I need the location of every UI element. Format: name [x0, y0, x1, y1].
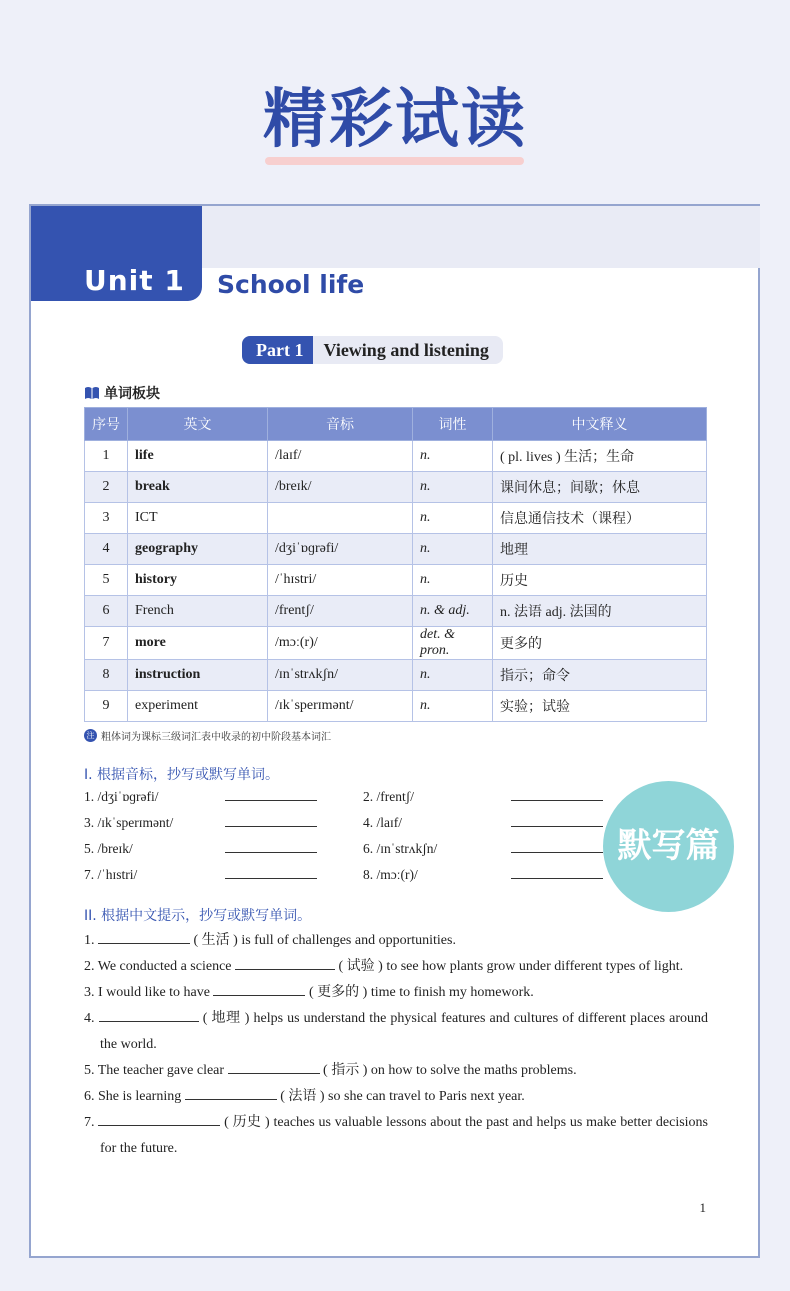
cell-cn: 更多的: [493, 627, 707, 660]
answer-blank[interactable]: [99, 1007, 199, 1022]
answer-blank[interactable]: [511, 877, 603, 879]
answer-blank[interactable]: [511, 851, 603, 853]
chinese-hint: ( 历史 ): [224, 1115, 270, 1130]
cell-cn: 信息通信技术（课程）: [493, 503, 707, 534]
cell-pos: n.: [413, 565, 493, 596]
cell-ph: /ɪnˈstrʌkʃn/: [268, 660, 413, 691]
cell-cn: 历史: [493, 565, 707, 596]
cell-en: history: [128, 565, 268, 596]
cell-cn: 地理: [493, 534, 707, 565]
table-header-row: [85, 408, 707, 441]
unit-tab: [31, 206, 202, 301]
item-number: 7.: [84, 1115, 95, 1130]
exercise1-item: [84, 789, 317, 805]
exercise1-item: [363, 815, 603, 831]
cell-pos: n. & adj.: [413, 596, 493, 627]
table-row: [85, 565, 707, 596]
cell-cn: 指示；命令: [493, 660, 707, 691]
cell-pos: n.: [413, 660, 493, 691]
header-num: 序号: [85, 408, 128, 441]
header-en: 英文: [128, 408, 268, 441]
exercise2-title: II. 根据中文提示，抄写或默写单词。: [84, 908, 312, 924]
exercise2-item: [84, 980, 708, 1006]
exercise1-prompt: 2. /frentʃ/: [363, 789, 414, 804]
cell-en: break: [128, 472, 268, 503]
cell-cn: 实验；试验: [493, 691, 707, 722]
sentence-before: She is learning: [98, 1089, 182, 1104]
exercise1-prompt: 4. /laɪf/: [363, 815, 402, 830]
exercise1-prompt: 1. /dʒiˈɒɡrəfi/: [84, 789, 159, 804]
sentence-after: so she can travel to Paris next year.: [328, 1089, 525, 1104]
item-number: 3.: [84, 985, 95, 1000]
answer-blank[interactable]: [235, 955, 335, 970]
cell-num: 1: [85, 441, 128, 472]
banner-title: 精彩试读: [263, 83, 527, 157]
chinese-hint: ( 试验 ): [338, 959, 383, 974]
answer-blank[interactable]: [98, 929, 190, 944]
table-row: [85, 596, 707, 627]
table-row: [85, 441, 707, 472]
exercise1-prompt: 5. /breɪk/: [84, 841, 133, 856]
cell-cn: n. 法语 adj. 法国的: [493, 596, 707, 627]
cell-pos: det. & pron.: [413, 627, 493, 660]
answer-blank[interactable]: [98, 1111, 220, 1126]
cell-num: 7: [85, 627, 128, 660]
exercise2-item: [84, 1006, 708, 1058]
cell-num: 4: [85, 534, 128, 565]
banner-underline: [265, 157, 524, 165]
answer-blank[interactable]: [228, 1059, 320, 1074]
cell-ph: /ˈhɪstri/: [268, 565, 413, 596]
sentence-after: teaches us valuable lessons about the past and helps us make better decisions for the future.: [100, 1115, 709, 1156]
exercise2-item: [84, 1084, 708, 1110]
cell-pos: n.: [413, 534, 493, 565]
cell-en: experiment: [128, 691, 268, 722]
exercise1-title: I. 根据音标，抄写或默写单词。: [84, 767, 280, 783]
sentence-after: on how to solve the maths problems.: [370, 1063, 577, 1078]
chinese-hint: ( 生活 ): [193, 933, 238, 948]
page-number: 1: [699, 1200, 706, 1215]
cell-num: 3: [85, 503, 128, 534]
exercise1-prompt: 6. /ɪnˈstrʌkʃn/: [363, 841, 438, 856]
table-row: [85, 472, 707, 503]
sentence-before: We conducted a science: [97, 959, 232, 974]
cell-ph: /mɔː(r)/: [268, 627, 413, 660]
answer-blank[interactable]: [511, 799, 603, 801]
exercise1-item: [363, 841, 603, 857]
cell-pos: n.: [413, 691, 493, 722]
answer-blank[interactable]: [225, 799, 317, 801]
chinese-hint: ( 地理 ): [202, 1011, 250, 1026]
item-number: 6.: [84, 1089, 95, 1104]
header-phonetic: 音标: [268, 408, 413, 441]
book-page: [29, 204, 760, 1258]
sentence-before: I would like to have: [98, 985, 210, 1000]
answer-blank[interactable]: [225, 851, 317, 853]
answer-blank[interactable]: [185, 1085, 277, 1100]
sentence-before: The teacher gave clear: [97, 1063, 225, 1078]
chinese-hint: ( 法语 ): [280, 1089, 325, 1104]
cell-en: geography: [128, 534, 268, 565]
exercise1-prompt: 3. /ɪkˈsperɪmənt/: [84, 815, 174, 830]
answer-blank[interactable]: [511, 825, 603, 827]
cell-cn: 课间休息；间歇；休息: [493, 472, 707, 503]
vocab-section-heading: [84, 383, 160, 403]
exercise1-prompt: 8. /mɔː(r)/: [363, 867, 418, 882]
unit-label: Unit 1: [84, 264, 185, 297]
cell-pos: n.: [413, 441, 493, 472]
cell-cn: ( pl. lives ) 生活；生命: [493, 441, 707, 472]
exercise1-item: [84, 815, 317, 831]
chinese-hint: ( 指示 ): [323, 1063, 368, 1078]
table-row: [85, 691, 707, 722]
header-cn: 中文释义: [493, 408, 707, 441]
cell-en: life: [128, 441, 268, 472]
exercise1-item: [84, 841, 317, 857]
exercise2-item: [84, 1058, 708, 1084]
exercise1-prompt: 7. /ˈhɪstri/: [84, 867, 138, 882]
item-number: 5.: [84, 1063, 95, 1078]
cell-num: 9: [85, 691, 128, 722]
cell-en: instruction: [128, 660, 268, 691]
cell-ph: /breɪk/: [268, 472, 413, 503]
note-badge: 注: [84, 729, 97, 742]
sentence-after: time to finish my homework.: [370, 985, 534, 1000]
table-row: [85, 503, 707, 534]
answer-blank[interactable]: [225, 877, 317, 879]
table-row: [85, 660, 707, 691]
cell-num: 6: [85, 596, 128, 627]
item-number: 4.: [84, 1011, 95, 1026]
chinese-hint: ( 更多的 ): [308, 985, 368, 1000]
sentence-after: is full of challenges and opportunities.: [241, 933, 456, 948]
cell-ph: /dʒiˈɒɡrəfi/: [268, 534, 413, 565]
cell-en: more: [128, 627, 268, 660]
cell-ph: /ɪkˈsperɪmənt/: [268, 691, 413, 722]
sentence-after: helps us understand the physical features and cultures of different places around the world.: [100, 1011, 708, 1052]
cell-num: 5: [85, 565, 128, 596]
unit-name: School life: [217, 270, 365, 299]
exercise1-item: [363, 789, 603, 805]
exercise1-item: [84, 867, 317, 883]
answer-blank[interactable]: [225, 825, 317, 827]
answer-blank[interactable]: [213, 981, 305, 996]
table-footnote: [84, 728, 331, 743]
exercise2-item: [84, 954, 708, 980]
table-row: [85, 627, 707, 660]
cell-pos: n.: [413, 503, 493, 534]
header-pos: 词性: [413, 408, 493, 441]
dictation-badge: 默写篇: [603, 781, 734, 912]
exercise2-item: [84, 1110, 708, 1162]
cell-num: 2: [85, 472, 128, 503]
cell-en: ICT: [128, 503, 268, 534]
cell-pos: n.: [413, 472, 493, 503]
cell-ph: /laɪf/: [268, 441, 413, 472]
cell-en: French: [128, 596, 268, 627]
sentence-after: to see how plants grow under different types of light.: [386, 959, 684, 974]
cell-ph: /frentʃ/: [268, 596, 413, 627]
part-heading: [242, 336, 503, 364]
exercise2-item: [84, 928, 708, 954]
part-title: Viewing and listening: [313, 336, 502, 364]
book-icon: [84, 386, 100, 400]
part-label: Part 1: [242, 336, 313, 364]
cell-num: 8: [85, 660, 128, 691]
vocab-section-title: 单词板块: [104, 386, 160, 402]
note-text: 粗体词为课标三级词汇表中收录的初中阶段基本词汇: [101, 732, 331, 743]
item-number: 1.: [84, 933, 95, 948]
exercise1-item: [363, 867, 603, 883]
table-row: [85, 534, 707, 565]
vocab-table: [84, 407, 707, 722]
item-number: 2.: [84, 959, 95, 974]
exercise2-list: [84, 928, 708, 1162]
cell-ph: [268, 503, 413, 534]
